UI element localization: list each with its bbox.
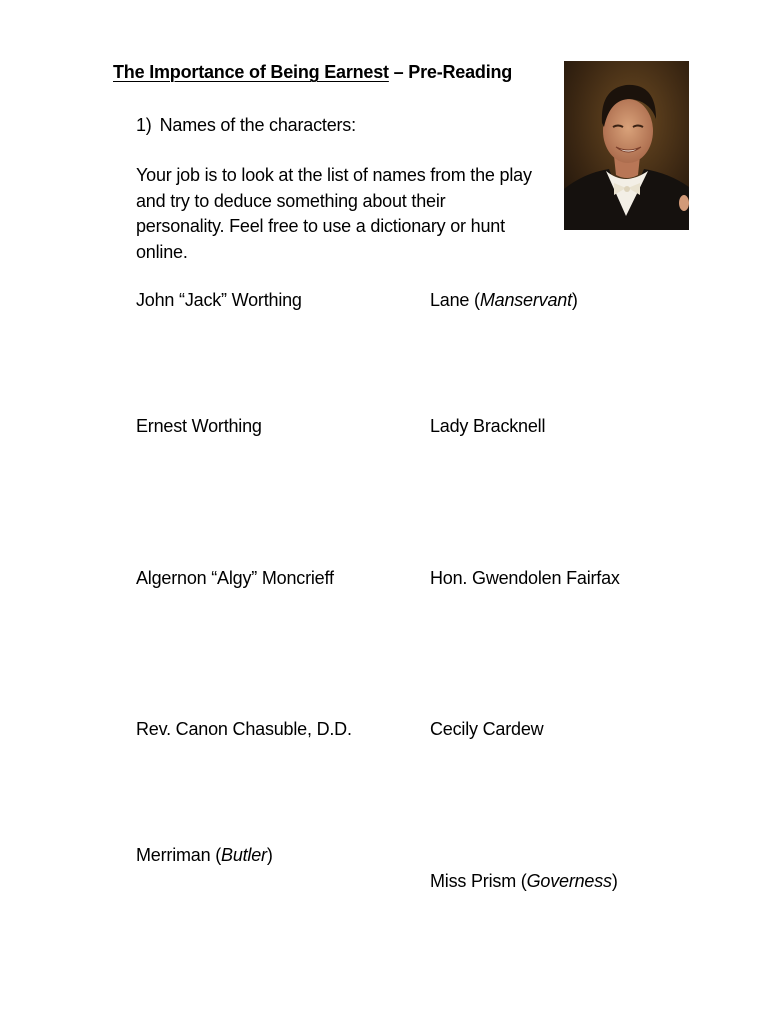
character-cecily-cardew: Cecily Cardew (430, 719, 544, 739)
character-ernest-worthing: Ernest Worthing (136, 416, 262, 436)
character-role: Butler (221, 845, 267, 865)
character-name-text: Miss Prism ( (430, 871, 527, 891)
character-paren-close: ) (571, 290, 578, 310)
character-paren-close: ) (266, 845, 273, 865)
character-name-text: Lane ( (430, 290, 480, 310)
instructions-paragraph: Your job is to look at the list of names from the play and try to deduce something about their personality. Feel free to use a dictionary or hunt online. (136, 165, 532, 262)
character-merriman (136, 845, 273, 866)
section-heading (136, 115, 356, 136)
character-john-worthing: John “Jack” Worthing (136, 290, 302, 310)
character-role: Governess (526, 871, 612, 891)
section-heading-text: Names of the characters: (159, 115, 356, 135)
section-number: 1) (136, 115, 152, 135)
character-algernon-moncrieff: Algernon “Algy” Moncrieff (136, 568, 334, 588)
character-gwendolen-fairfax: Hon. Gwendolen Fairfax (430, 568, 620, 588)
character-canon-chasuble: Rev. Canon Chasuble, D.D. (136, 719, 352, 739)
character-name-text: Merriman ( (136, 845, 222, 865)
character-role: Manservant (479, 290, 572, 310)
character-paren-close: ) (611, 871, 618, 891)
character-lane (430, 290, 578, 311)
character-miss-prism (430, 871, 618, 892)
play-title: The Importance of Being Earnest (113, 62, 389, 82)
character-lady-bracknell: Lady Bracknell (430, 416, 546, 436)
actor-photo (564, 61, 689, 230)
title-suffix: – Pre-Reading (388, 62, 513, 82)
page-title (113, 62, 512, 83)
